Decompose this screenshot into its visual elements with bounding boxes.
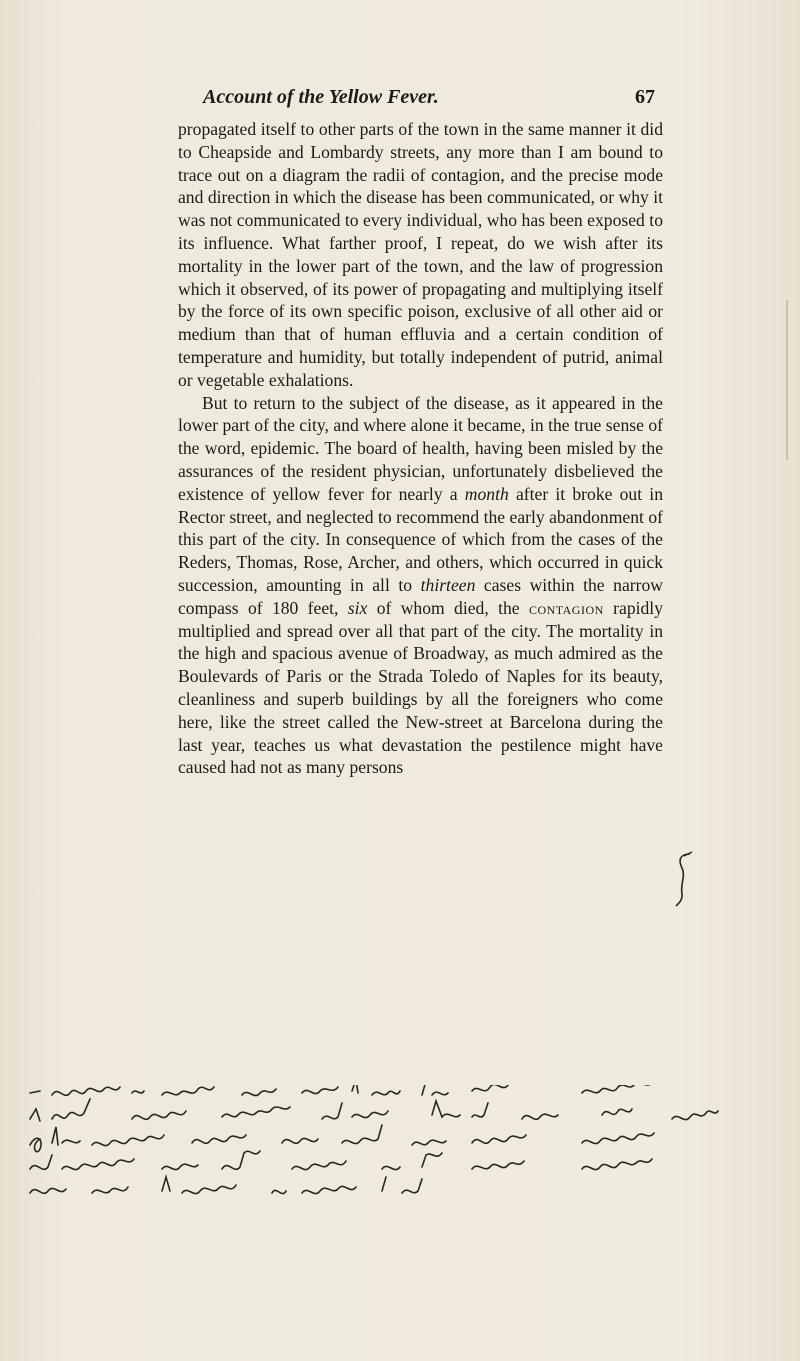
paragraph-1: propagated itself to other parts of the town in the same manner it did to Cheapside and Lombardy streets, any more than I am bound to trace out on a diagram the radii of contagion, and the precise mode and direction in which the disease has been communicated, or why it was not communicated to every individual, who has been exposed to its influence. What farther proof, I repeat, do we wish after its mortality in the lower part of the town, and the law of progression which it observed, of its power of propagating and multiplying itself by the force of its own specific poison, exclusive of all other aid or medium than that of human effluvia and a certain condition of temperature and humidity, but totally independent of putrid, animal or vegetable exhalations. xyxy=(178,119,663,390)
paragraph-2-text-d: of whom died, the xyxy=(367,597,529,618)
running-title: Account of the Yellow Fever. xyxy=(203,86,439,108)
emphasis-six: six xyxy=(347,597,368,618)
smallcaps-contagion: contagion xyxy=(528,597,604,618)
paragraph-2-text-e: rapidly multiplied and spread over all that part of the city. The mortality in the high and spacious avenue of Broadway, as much admired as the Boulevards of Paris or the Strada Toledo of Naples for its beauty, cleanliness and superb buildings by all the foreigners who come here, like the street called the New-street at Barcelona during the last year, teaches us what devastation the pestilence might have caused had not as many persons xyxy=(178,597,663,778)
emphasis-month: month xyxy=(464,483,509,504)
page-edge-shadow xyxy=(786,300,788,460)
margin-bracket-mark xyxy=(672,850,694,908)
paragraph-2-text-a: But to return to the subject of the disease, as it appeared in the lower part of the city, and where alone it became, in the true sense of the word, epidemic. The board of health, having been misled by the assurances of the resident physician, unfortunately disbelieved the existence of yellow fever for nearly a xyxy=(178,392,663,504)
emphasis-thirteen: thirteen xyxy=(420,574,476,595)
paragraph-2-text-c: cases within the narrow compass of 180 feet, xyxy=(178,574,663,618)
paragraph-2-text-b: after it broke out in Rector street, and neglected to recommend the early abandonment of this part of the city. In consequence of which from the cases of the Reders, Thomas, Rose, Archer, and others, which occurred in quick succession, amounting in all to xyxy=(178,483,663,595)
handwriting-scribble xyxy=(22,1085,792,1205)
running-head xyxy=(203,86,655,112)
body-text xyxy=(178,118,663,779)
handwritten-annotation xyxy=(22,1085,792,1205)
paragraph-2 xyxy=(178,392,663,780)
page-number: 67 xyxy=(635,86,655,108)
